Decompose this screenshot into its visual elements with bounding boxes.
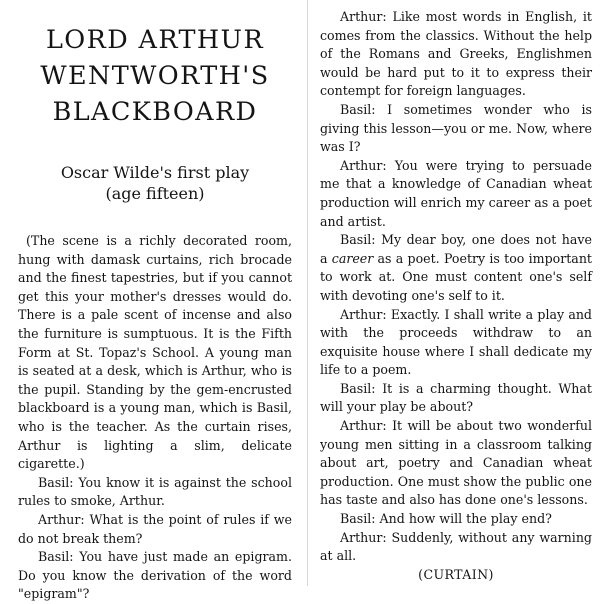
dialogue-line	[18, 548, 292, 604]
speaker-name: Arthur:	[38, 511, 85, 527]
speaker-name: Arthur:	[340, 529, 387, 545]
dialogue-line	[18, 474, 292, 511]
dialogue-text: Suddenly, without any warning at all.	[320, 529, 592, 564]
dialogue-text: You have just made an epigram. Do you know the derivation of the word "epigram"?	[18, 549, 292, 602]
dialogue-text: Exactly. I shall write a play and with the proceeds withdraw to an exquisite house where I shall dedicate my life to a poem.	[320, 306, 592, 378]
curtain-direction: (CURTAIN)	[418, 566, 494, 582]
dialogue-line	[320, 157, 592, 231]
speaker-name: Basil:	[38, 474, 74, 490]
subtitle-line-2: (age fifteen)	[105, 184, 205, 203]
speaker-name: Basil:	[340, 380, 376, 396]
speaker-name: Arthur:	[340, 306, 387, 322]
dialogue-text: I sometimes wonder who is giving this lesson—you or me. Now, where was I?	[320, 101, 592, 155]
speaker-name: Basil:	[340, 232, 376, 248]
dialogue-text: You know it is against the school rules to smoke, Arthur.	[18, 474, 292, 509]
play-title: LORD ARTHUR WENTWORTH'S BLACKBOARD	[40, 25, 270, 127]
stage-direction: (The scene is a richly decorated room, hung with damask curtains, rich brocade and the finest tapestries, but if you cannot get this your mother's dresses would do. There is a pale scent of incense and also the furniture is sumptuous. It is the Fifth Form at St. Topaz's School. A young man is seated at a desk, which is Arthur, who is the pupil. Standing by the gem-encrusted blackboard is a young man, which is Basil, who is the teacher. As the curtain rises, Arthur is lighting a slim, delicate cigarette.)	[18, 233, 292, 472]
dialogue-line	[320, 306, 592, 380]
speaker-name: Basil:	[38, 549, 74, 565]
dialogue-line	[320, 8, 592, 101]
dialogue-line	[320, 380, 592, 417]
dialogue-text: You were trying to persuade me that a knowledge of Canadian wheat production will enrich my career as a poet and artist.	[320, 157, 592, 229]
column-divider	[307, 0, 308, 586]
dialogue-text: It is a charming thought. What will your play be about?	[320, 380, 592, 415]
speaker-name: Arthur:	[340, 157, 387, 173]
dialogue-line	[320, 101, 592, 157]
dialogue-text-before: My dear boy, one does not have a	[320, 232, 592, 266]
speaker-name: Basil:	[340, 511, 376, 527]
dialogue-line	[320, 417, 592, 510]
dialogue-text: What is the point of rules if we do not break them?	[18, 511, 292, 546]
dialogue-text: Like most words in English, it comes from the classics. Without the help of the Romans and Greeks, Englishmen would be hard put to it to express their contempt for foreign languages.	[320, 9, 592, 99]
speaker-name: Arthur:	[340, 9, 387, 24]
dialogue-text: It will be about two wonderful young men sitting in a classroom talking about art, poetry and Canadian wheat production. One must show the public one has taste and also has done one's lessons.	[320, 418, 593, 508]
left-column	[18, 0, 292, 604]
dialogue-line	[18, 511, 292, 548]
dialogue-line	[320, 529, 592, 566]
dialogue-emphasis: career	[331, 250, 374, 266]
dialogue-line	[320, 510, 592, 529]
dialogue-line	[320, 231, 592, 305]
speaker-name: Arthur:	[340, 418, 387, 434]
right-column	[320, 0, 592, 584]
subtitle-line-1: Oscar Wilde's first play	[60, 163, 250, 182]
speaker-name: Basil:	[340, 101, 376, 117]
subtitle	[18, 162, 292, 204]
dialogue-text-after: as a poet. Poetry is too important to work at. One must content one's self with devoting one's self to it.	[320, 250, 592, 303]
dialogue-text: And how will the play end?	[379, 511, 552, 527]
